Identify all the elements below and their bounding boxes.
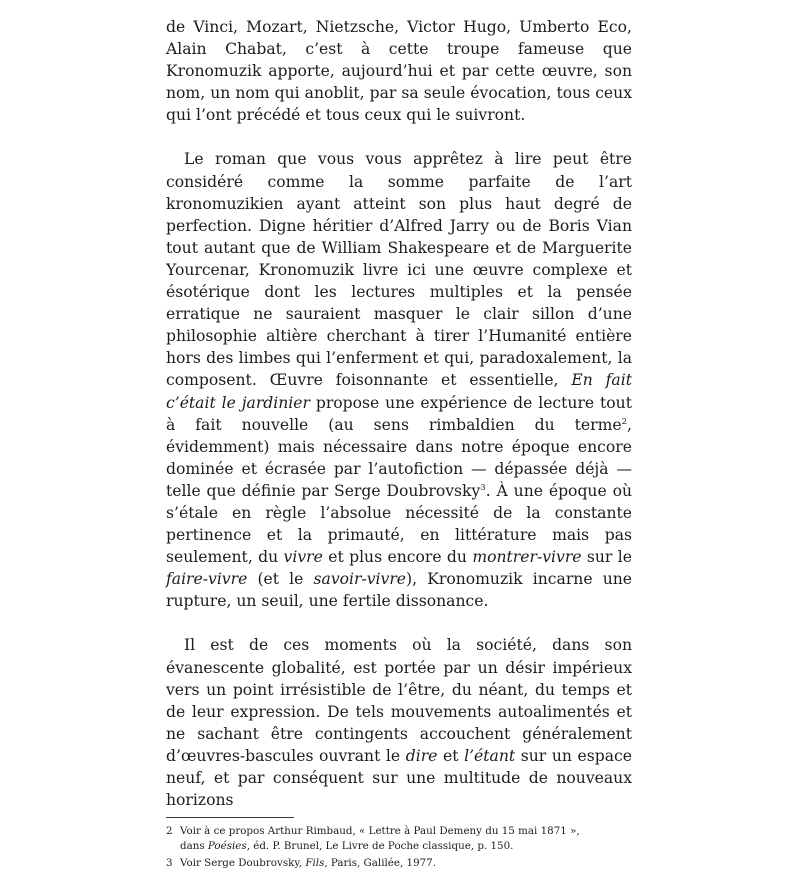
paragraph-2-text-b: propose une expérience de lecture tout à fait nouvelle (au sens rimbaldien du terme — [166, 393, 632, 434]
paragraph-2-text-h: ), Kronomuzik incarne une rupture, un seuil, une fertile dissonance. — [166, 570, 633, 611]
paragraph-2 — [166, 148, 632, 612]
italic-faire-vivre: faire-vivre — [166, 570, 248, 589]
paragraph-2-text-f: sur le — [581, 548, 632, 567]
paragraph-3-text-b: et — [437, 746, 465, 765]
paragraph-gap — [166, 612, 632, 634]
footnote-2-text-a: Voir à ce propos Arthur Rimbaud, « Lettre à Paul Demeny du 15 mai 1871 », — [180, 825, 580, 838]
footnote-number: 2 — [166, 825, 173, 838]
italic-montrer-vivre: montrer-vivre — [472, 548, 582, 567]
footnote-2-text-b: dans — [180, 839, 208, 852]
footnote-3-text-a: Voir Serge Doubrovsky, — [180, 857, 306, 870]
footnote-2 — [166, 824, 632, 853]
paragraph-3-text-c: sur un espace neuf, et par conséquent sur une multitude de nouveaux horizons — [166, 746, 632, 810]
footnote-ref-3[interactable]: 3 — [480, 482, 486, 493]
paragraph-gap — [166, 126, 632, 148]
footnote-3 — [166, 856, 632, 871]
footnote-number: 3 — [166, 857, 173, 870]
book-title: En fait c’était le jardinier — [166, 371, 632, 412]
italic-etant: l’étant — [464, 746, 516, 765]
footnote-3-text-b: , Paris, Galilée, 1977. — [324, 857, 437, 870]
italic-fils: Fils — [305, 857, 325, 870]
paragraph-2-text-e: et plus encore du — [322, 548, 473, 567]
footnote-2-text-c: , éd. P. Brunel, Le Livre de Poche classique, p. 150. — [246, 839, 514, 852]
paragraph-2-text-g: (et le — [247, 570, 314, 589]
paragraph-2-text-c: , évidemment) mais nécessaire dans notre époque encore dominée et écrasée par l’autofiction — dépassée déjà — telle que définie par Serge Doubrovsky — [166, 415, 632, 500]
paragraph-2-text-a: Le roman que vous vous apprêtez à lire peut être considéré comme la somme parfaite de l’art kronomuzikien ayant atteint son plus haut degré de perfection. Digne héritier d’Alfred Jarry ou de Boris Vian tout autant que de William Shakespeare et de Marguerite Yourcenar, Kronomuzik livre ici une œuvre complexe et ésotérique dont les lectures multiples et la pensée erratique ne sauraient masquer le clair sillon d’une philosophie altière cherchant à tirer l’Humanité entière hors des limbes qui l’enferment et qui, paradoxalement, la composent. Œuvre foisonnante et essentielle, — [166, 150, 632, 390]
book-page — [166, 16, 632, 874]
paragraph-3 — [166, 634, 632, 811]
italic-poesies: Poésies — [207, 839, 247, 852]
italic-dire: dire — [405, 746, 438, 765]
paragraph-1 — [166, 16, 632, 126]
italic-savoir-vivre: savoir-vivre — [313, 570, 407, 589]
footnotes — [166, 824, 632, 871]
paragraph-1-text: de Vinci, Mozart, Nietzsche, Victor Hugo, Umberto Eco, Alain Chabat, c’est à cette troupe fameuse que Kronomuzik apporte, aujourd’hui et par cette œuvre, son nom, un nom qui anoblit, par sa seule évocation, tous ceux qui l’ont précédé et tous ceux qui le suivront. — [166, 18, 632, 125]
paragraph-3-text-a: Il est de ces moments où la société, dans son évanescente globalité, est portée par un désir impérieux vers un point irrésistible de l’être, du néant, du temps et de leur expression. De tels mouvements autoalimentés et ne sachant être contingents accouchent généralement d’œuvres-bascules ouvrant le — [166, 636, 632, 765]
footnote-divider — [166, 817, 294, 818]
footnote-2-line-2 — [166, 839, 632, 854]
paragraph-2-text-d: . À une époque où s’étale en règle l’absolue nécessité de la constante pertinence et la primauté, en littérature mais pas seulement, du — [166, 481, 632, 567]
italic-vivre: vivre — [283, 548, 323, 567]
footnote-ref-2[interactable]: 2 — [621, 416, 628, 427]
